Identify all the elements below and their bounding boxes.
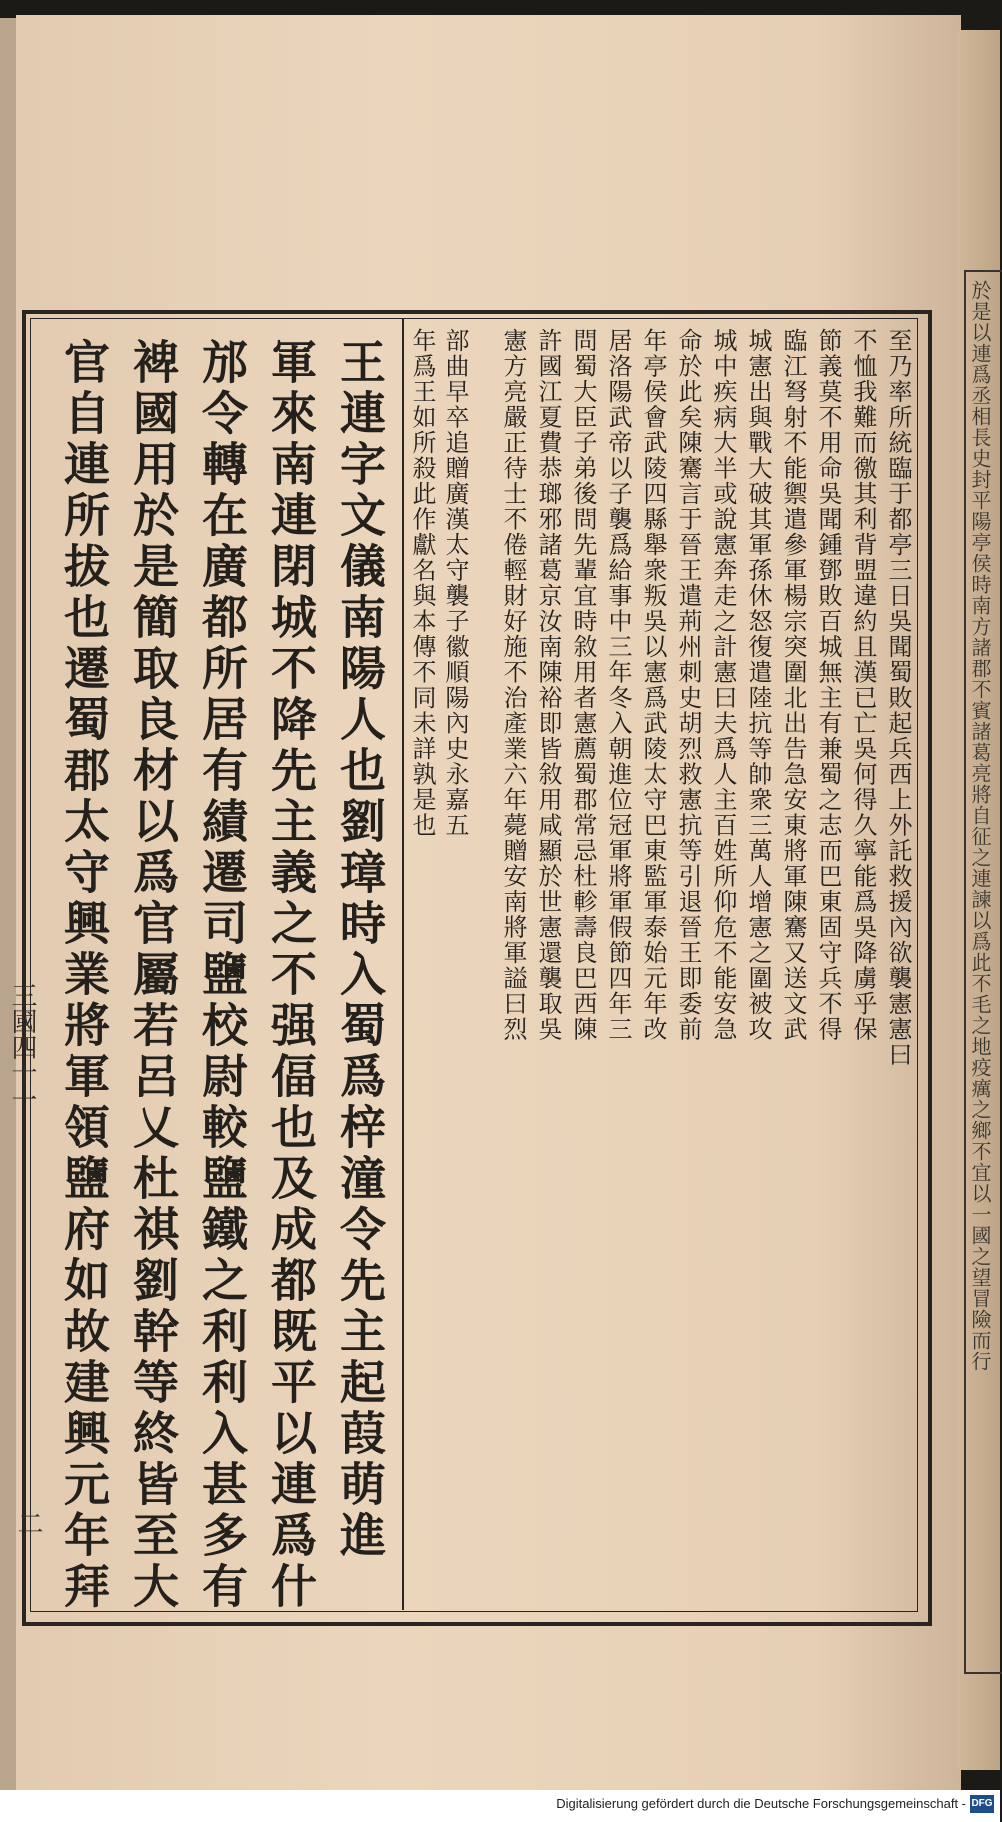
annotation-column: 臨江弩射不能禦遣參軍楊宗突圍北出告急安東將軍陳騫又送文武 [779,328,807,1042]
page-number: 二 [13,1510,43,1536]
annotation-column: 部曲早卒追贈廣漢太守襲子徽順陽內史永嘉五 [441,328,469,838]
annotation-column: 城中疾病大半或說憲奔走之計憲曰夫爲人主百姓所仰危不能安急 [709,328,737,1042]
annotation-column: 許國江夏費恭瑯邪諸葛京汝南陳裕即皆敘用咸顯於世憲還襲取吳 [534,328,562,1042]
footer-credit: Digitalisierung gefördert durch die Deutsche Forschungsgemeinschaft - [556,1796,966,1811]
dfg-logo: DFG [970,1795,994,1813]
main-text-column: 王連字文儀南陽人也劉璋時入蜀爲梓潼令先主起葭萌進 [333,338,387,1562]
annotation-column: 年爲王如所殺此作獻名與本傳不同未詳孰是也 [408,328,436,838]
main-text-column: 邡令轉在廣都所居有績遷司鹽校尉較鹽鐵之利利入甚多有 [195,338,249,1613]
main-text-column: 官自連所拔也遷蜀郡太守興業將軍領鹽府如故建興元年拜 [57,338,111,1613]
annotation-column: 憲方亮嚴正待士不倦輕財好施不治產業六年薨贈安南將軍謚曰烈 [499,328,527,1042]
digitization-footer [0,1790,1000,1822]
section-divider [402,318,404,1610]
annotation-column: 不恤我難而徼其利背盟違約且漢已亡吳何得久寧能爲吳降虜乎保 [849,328,877,1042]
annotation-column: 問蜀大臣子弟後問先輩宜時敘用者憲薦蜀郡常忌杜軫壽良巴西陳 [569,328,597,1042]
main-text-column: 軍來南連閉城不降先主義之不强偪也及成都既平以連爲什 [264,338,318,1613]
fold-label: 三國四十一 [7,982,37,1112]
annotation-column: 節義莫不用命吳聞鍾鄧敗百城無主有兼蜀之志而巴東固守兵不得 [814,328,842,1042]
annotation-column: 年亭侯會武陵四縣舉衆叛吳以憲爲武陵太守巴東監軍泰始元年改 [639,328,667,1042]
annotation-column: 命於此矣陳騫言于晉王遣荊州刺史胡烈救憲抗等引退晉王即委前 [674,328,702,1042]
annotation-column: 居洛陽武帝以子襲爲給事中三年冬入朝進位冠軍將軍假節四年三 [604,328,632,1042]
main-text-column: 裨國用於是簡取良材以爲官屬若呂乂杜祺劉幹等終皆至大 [126,338,180,1613]
annotation-column: 至乃率所統臨于都亭三日吳聞蜀敗起兵西上外託救援內欲襲憲憲曰 [884,328,912,1068]
annotation-column: 城憲出與戰大破其軍孫休怒復遣陸抗等帥衆三萬人增憲之圍被攻 [744,328,772,1042]
adjacent-page-text: 於是以連爲丞相長史封平陽亭侯時南方諸郡不賓諸葛亮將自征之連諫以爲此不毛之地疫癘之鄉不宜以一國之望冒險而行 [968,280,992,1372]
